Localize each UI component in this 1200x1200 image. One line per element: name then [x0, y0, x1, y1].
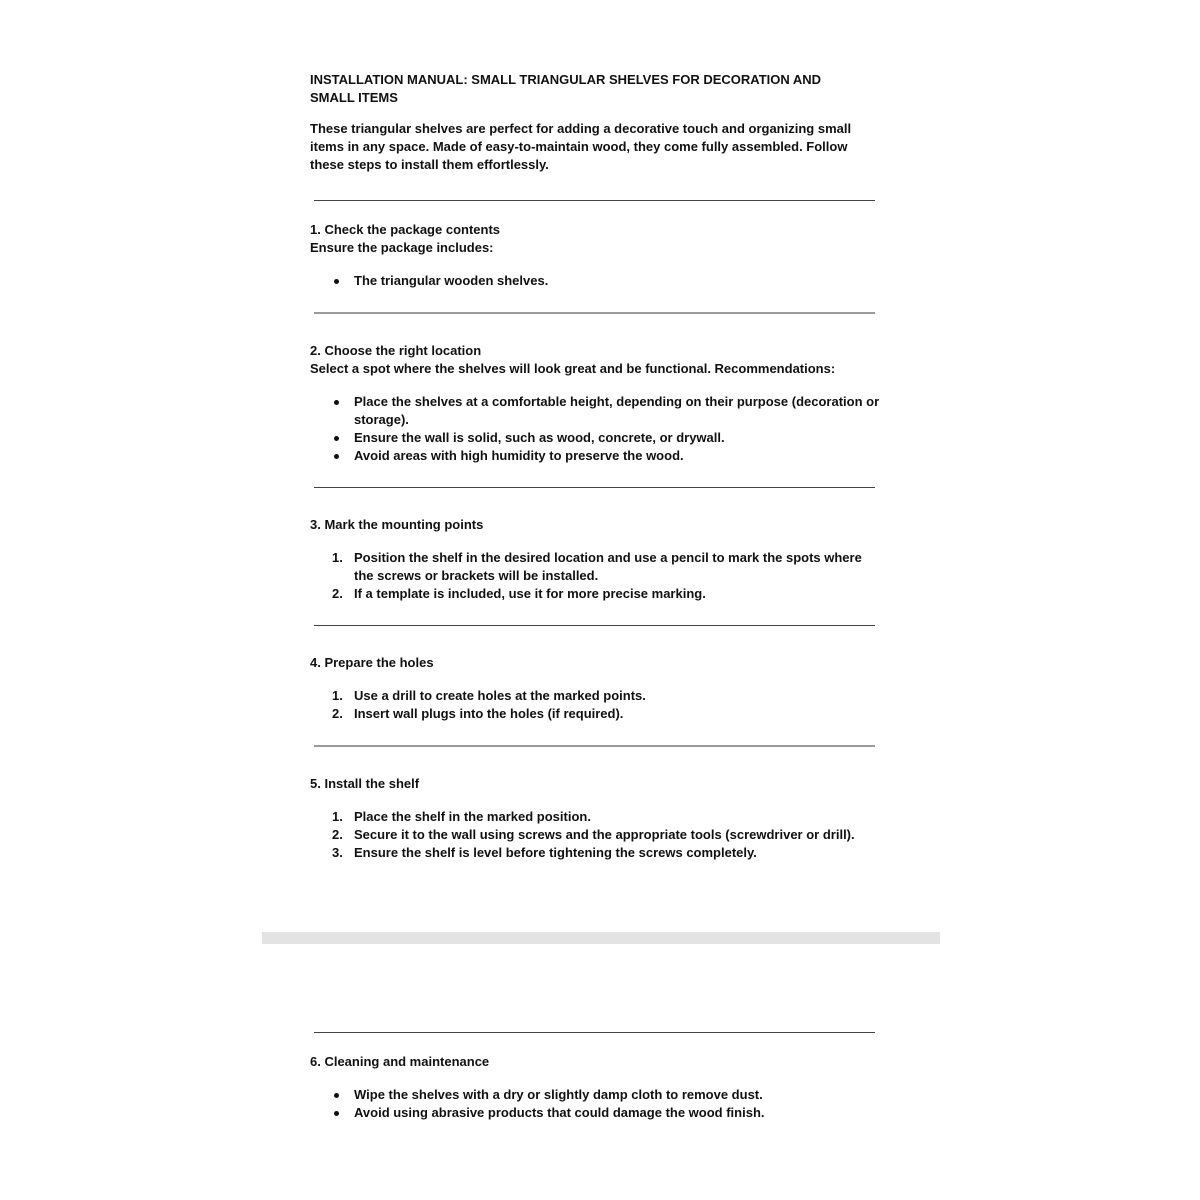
document-page-1 — [310, 71, 880, 862]
list-item: 2. Insert wall plugs into the holes (if required). — [332, 706, 624, 721]
section-2-list — [310, 393, 880, 465]
section-3-list — [310, 549, 880, 603]
list-number: 2. — [332, 706, 343, 721]
list-item: 1. Use a drill to create holes at the marked points. — [332, 688, 646, 703]
section-5-heading: 5. Install the shelf — [310, 776, 420, 791]
section-2-heading: 2. Choose the right location Select a spot where the shelves will look great and be functional. Recommendations: — [310, 343, 836, 376]
document-title — [310, 71, 880, 107]
bullet-icon — [334, 400, 339, 405]
page-break — [262, 932, 940, 944]
bullet-icon — [334, 436, 339, 441]
section-3-heading: 3. Mark the mounting points — [310, 517, 484, 532]
bullet-icon — [334, 1093, 339, 1098]
section-4-heading: 4. Prepare the holes — [310, 655, 434, 670]
bullet-icon — [334, 279, 339, 284]
list-item: 1. Position the shelf in the desired location and use a pencil to mark the spots where the screws or brackets will be installed. — [332, 550, 862, 583]
section-divider — [314, 487, 875, 488]
bullet-icon — [334, 454, 339, 459]
list-number: 1. — [332, 809, 343, 824]
list-item: The triangular wooden shelves. — [310, 272, 884, 290]
list-number: 2. — [332, 586, 343, 601]
section-6-heading: 6. Cleaning and maintenance — [310, 1054, 490, 1069]
list-item: 2. Secure it to the wall using screws and the appropriate tools (screwdriver or drill). — [332, 827, 855, 842]
list-item: Avoid using abrasive products that could damage the wood finish. — [310, 1104, 884, 1122]
list-item: Wipe the shelves with a dry or slightly damp cloth to remove dust. — [310, 1086, 884, 1104]
section-divider — [314, 312, 875, 314]
document-page-2 — [310, 1032, 880, 1122]
title-line-1: INSTALLATION MANUAL: SMALL TRIANGULAR SHELVES FOR DECORATION AND — [310, 72, 822, 87]
section-5-list — [310, 808, 880, 862]
list-number: 3. — [332, 845, 343, 860]
section-4-list — [310, 687, 880, 723]
section-6-list — [310, 1086, 880, 1122]
list-item: 3. Ensure the shelf is level before tightening the screws completely. — [332, 845, 757, 860]
section-1-heading: 1. Check the package contents Ensure the package includes: — [310, 222, 501, 255]
list-number: 2. — [332, 827, 343, 842]
bullet-icon — [334, 1111, 339, 1116]
list-item: Place the shelves at a comfortable height, depending on their purpose (decoration or storage). — [310, 393, 884, 429]
intro-paragraph: These triangular shelves are perfect for adding a decorative touch and organizing small items in any space. Made of easy-to-maintain wood, they come fully assembled. Follow these steps to install them effortlessly. — [310, 121, 852, 172]
section-divider — [314, 625, 875, 626]
title-line-2: SMALL ITEMS — [310, 90, 398, 105]
list-number: 1. — [332, 688, 343, 703]
section-divider — [314, 745, 875, 747]
list-number: 1. — [332, 550, 343, 565]
list-item: 2. If a template is included, use it for more precise marking. — [332, 586, 706, 601]
section-1-list — [310, 272, 880, 290]
list-item: 1. Place the shelf in the marked position. — [332, 809, 591, 824]
list-item: Avoid areas with high humidity to preserve the wood. — [310, 447, 884, 465]
list-item: Ensure the wall is solid, such as wood, concrete, or drywall. — [310, 429, 884, 447]
section-divider — [314, 1032, 875, 1033]
section-divider — [314, 200, 875, 201]
